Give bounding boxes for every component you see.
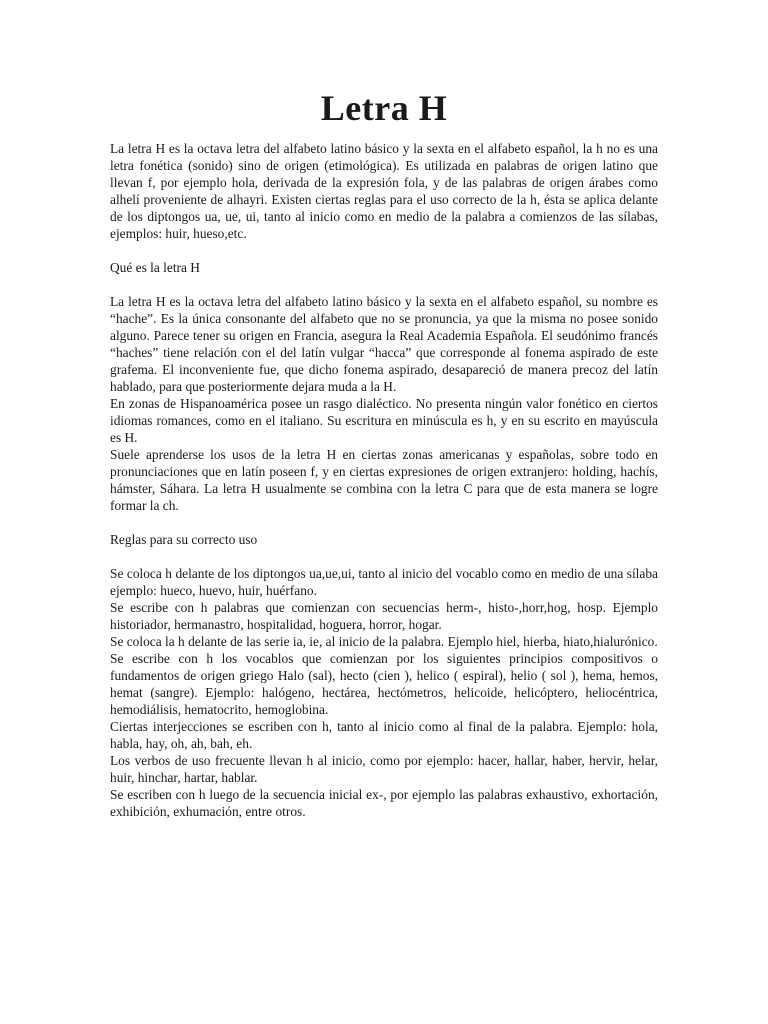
spacer xyxy=(110,548,658,565)
document-title: Letra H xyxy=(320,88,448,128)
rule-paragraph: Los verbos de uso frecuente llevan h al inicio, como por ejemplo: hacer, hallar, haber, hervir, helar, huir, hinchar, hartar, hablar. xyxy=(110,753,658,785)
rule-paragraph: Ciertas interjecciones se escriben con h, tanto al inicio como al final de la palabra. Ejemplo: hola, habla, hay, oh, ah, bah, eh. xyxy=(110,719,658,751)
section1-paragraph: Suele aprenderse los usos de la letra H en ciertas zonas americanas y españolas, sobre todo en pronunciaciones que en latín poseen f, y en ciertas expresiones de origen extranjero: holding, hachís, hámster, Sáhara. La letra H usualmente se combina con la letra C para que de esta manera se logre formar la ch. xyxy=(110,447,658,513)
rule-paragraph: Se escriben con h luego de la secuencia inicial ex-, por ejemplo las palabras exhaustivo, exhortación, exhibición, exhumación, entre otros. xyxy=(110,787,658,819)
section-heading-reglas: Reglas para su correcto uso xyxy=(110,532,258,547)
spacer xyxy=(110,514,658,531)
rule-paragraph: Se coloca la h delante de las serie ia, ie, al inicio de la palabra. Ejemplo hiel, hierba, hiato,hialurónico. xyxy=(110,634,658,649)
intro-paragraph: La letra H es la octava letra del alfabeto latino básico y la sexta en el alfabeto español, la h no es una letra fonética (sonido) sino de origen (etimológica). Es utilizada en palabras de origen latino que llevan f, por ejemplo hola, derivada de la expresión fola, y de las palabras de origen árabes como alhelí proveniente de alhayri. Existen ciertas reglas para el uso correcto de la h, ésta se aplica delante de los diptongos ua, ue, ui, tanto al inicio como en medio de la palabra a comienzos de las sílabas, ejemplos: huir, hueso,etc. xyxy=(110,141,658,241)
rule-paragraph: Se escribe con h los vocablos que comienzan por los siguientes principios compositivos o fundamentos de origen griego Halo (sal), hecto (cien ), helico ( espiral), helio ( sol ), hema, hemos, hemat (sangre). Ejemplo: halógeno, hectárea, hectómetros, helicoide, helicóptero, heliocéntrica, hemodiálisis, hematocrito, hemoglobina. xyxy=(110,651,658,717)
rule-paragraph: Se coloca h delante de los diptongos ua,ue,ui, tanto al inicio del vocablo como en medio de una sílaba ejemplo: hueco, huevo, huir, huérfano. xyxy=(110,566,658,598)
section-heading-que-es: Qué es la letra H xyxy=(110,260,200,275)
rule-paragraph: Se escribe con h palabras que comienzan con secuencias herm-, histo-,horr,hog, hosp. Ejemplo historiador, hermanastro, hospitalidad, hoguera, horror, hogar. xyxy=(110,600,658,632)
spacer xyxy=(110,276,658,293)
section1-paragraph: En zonas de Hispanoamérica posee un rasgo dialéctico. No presenta ningún valor fonético en ciertos idiomas romances, como en el italiano. Su escritura en minúscula es h, y en su escrito en mayúscula es H. xyxy=(110,396,658,445)
spacer xyxy=(110,242,658,259)
section1-paragraph: La letra H es la octava letra del alfabeto latino básico y la sexta en el alfabeto español, su nombre es “hache”. Es la única consonante del alfabeto que no se pronuncia, ya que la misma no posee sonido alguno. Parece tener su origen en Francia, asegura la Real Academia Española. El seudónimo francés “haches” tiene relación con el del latín vulgar “hacca” que corresponde al fonema aspirado de este grafema. El inconveniente fue, que dicho fonema aspirado, desapareció de manera precoz del latín hablado, para que posteriormente dejara muda a la H. xyxy=(110,294,658,394)
